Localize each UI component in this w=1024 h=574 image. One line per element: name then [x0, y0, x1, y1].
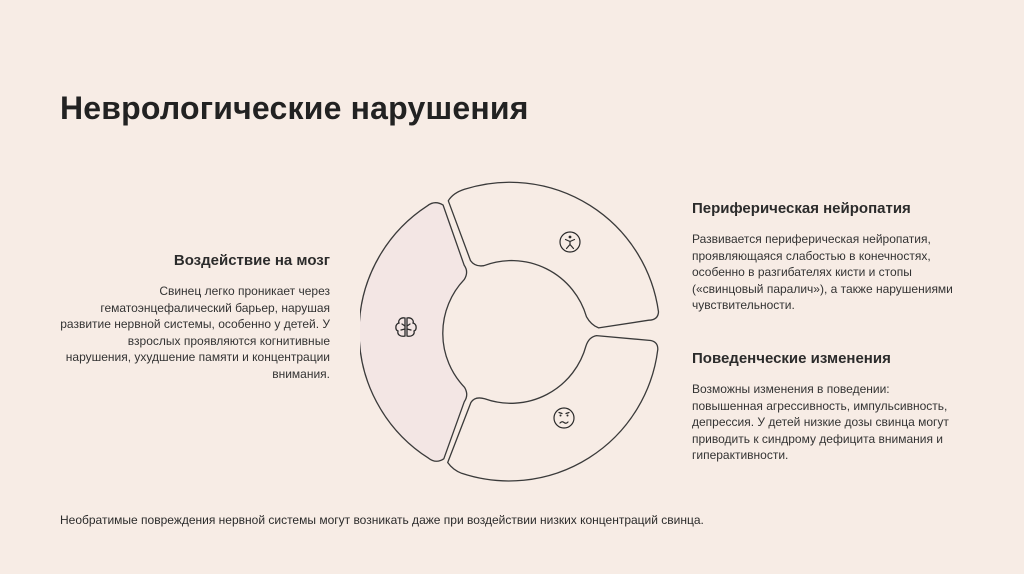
ring-segment-neuropathy — [448, 182, 658, 328]
section-neuropathy — [692, 200, 962, 314]
section-text: Свинец легко проникает через гематоэнцефалический барьер, нарушая развитие нервной системы, особенно у детей. У взрослых проявляются когнитивные нарушения, ухудшение памяти и концентрации внимания. — [60, 284, 330, 381]
ring-diagram — [360, 180, 670, 490]
section-heading: Поведенческие изменения — [692, 350, 891, 367]
ring-segment-brain — [360, 203, 467, 462]
section-brain — [60, 252, 330, 382]
footer-note: Необратимые повреждения нервной системы могут возникать даже при воздействии низких концентраций свинца. — [60, 513, 704, 527]
section-heading: Воздействие на мозг — [173, 252, 330, 269]
page-title: Неврологические нарушения — [60, 90, 529, 126]
section-heading: Периферическая нейропатия — [692, 200, 911, 217]
section-behavior — [692, 350, 962, 464]
ring-segment-behavior — [448, 336, 658, 481]
section-text: Развивается периферическая нейропатия, проявляющаяся слабостью в конечностях, особенно в разгибателях кисти и стопы («свинцовый паралич»), а также нарушениями чувствительности. — [692, 232, 953, 312]
section-text: Возможны изменения в поведении: повышенная агрессивность, импульсивность, депрессия. У детей низкие дозы свинца могут приводить к синдрому дефицита внимания и гиперактивности. — [692, 382, 949, 462]
